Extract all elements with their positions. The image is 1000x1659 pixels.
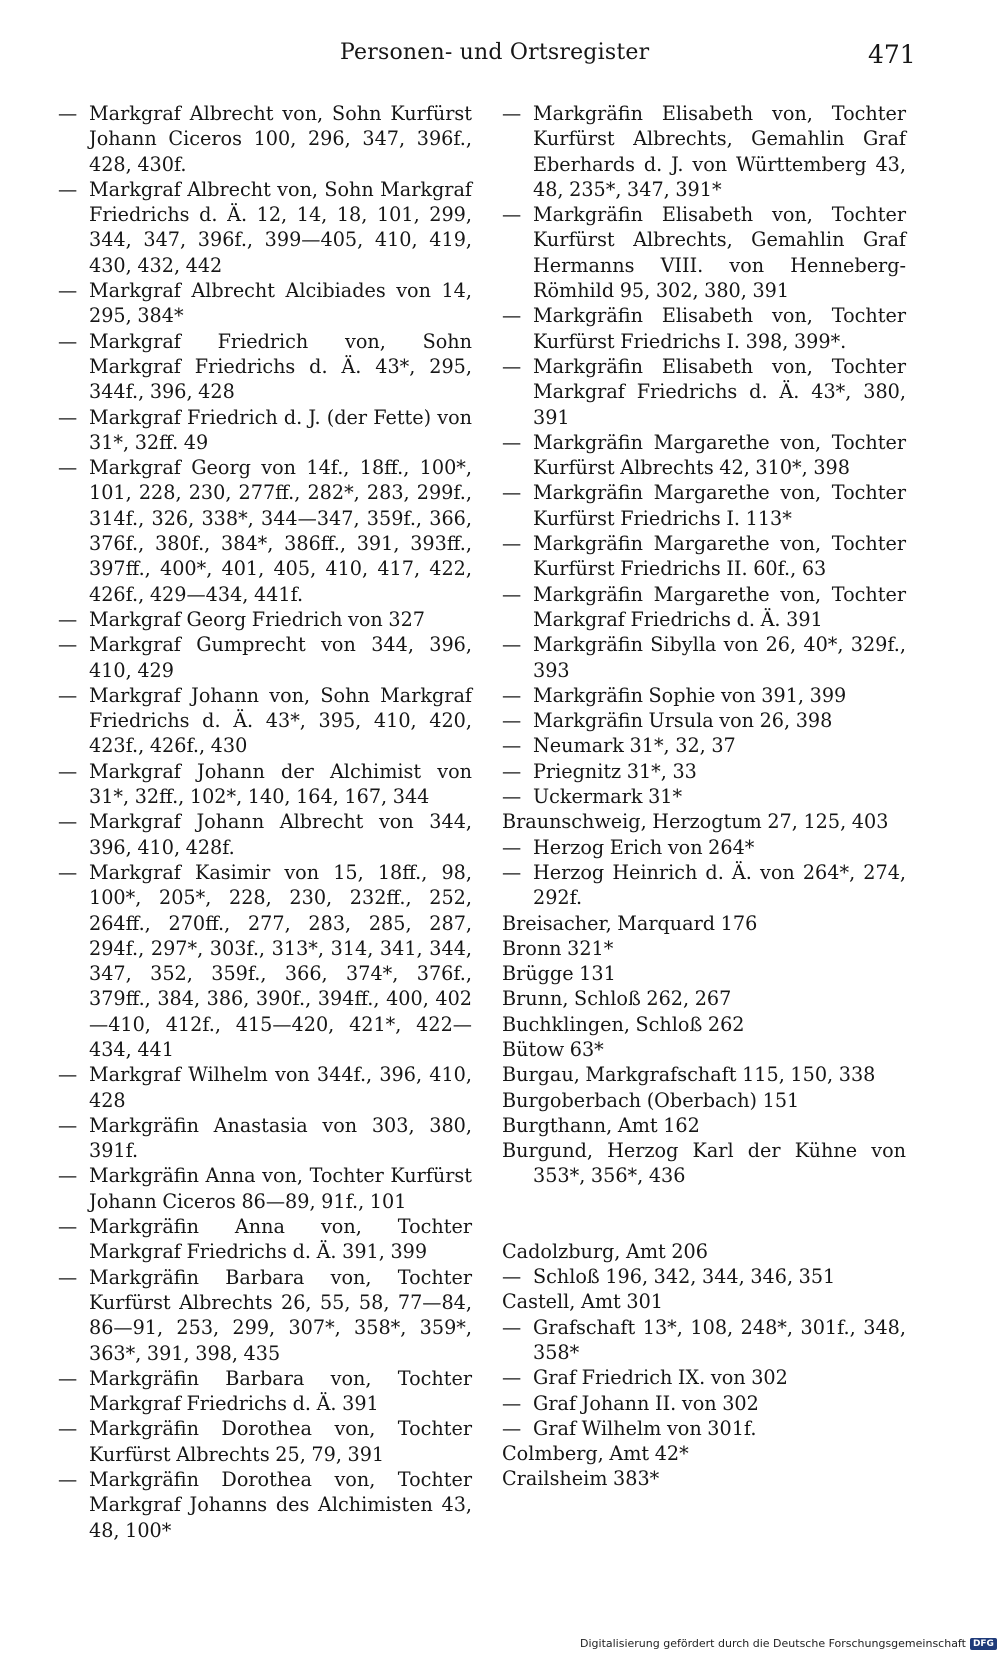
index-subentry (502, 354, 906, 430)
index-subentry (58, 809, 472, 860)
dash-marker: — (58, 279, 78, 303)
entry-text: Buchklingen, Schloß 262 (502, 1012, 745, 1036)
index-entry (502, 1289, 906, 1314)
index-subentry (58, 1265, 472, 1366)
entry-text: Markgräfin Dorothea von, Tochter Markgraf Johanns des Alchimisten 43, 48, 100* (89, 1468, 472, 1542)
index-entry (502, 961, 906, 986)
dash-marker: — (502, 759, 522, 783)
dash-marker: — (58, 329, 78, 353)
dash-marker: — (58, 1265, 78, 1289)
entry-text: Uckermark 31* (533, 785, 683, 809)
dash-marker: — (502, 582, 522, 606)
page-number: 471 (868, 40, 916, 69)
entry-text: Grafschaft 13*, 108, 248*, 301f., 348, 358* (533, 1315, 906, 1364)
entry-text: Markgräfin Elisabeth von, Tochter Markgraf Friedrichs d. Ä. 43*, 380, 391 (533, 354, 906, 429)
entry-text: Markgräfin Elisabeth von, Tochter Kurfürst Albrechts, Gemahlin Graf Eberhards d. J. von Württemberg 43, 48, 235*, 347, 391* (533, 102, 906, 201)
index-subentry (58, 1163, 472, 1214)
dash-marker: — (502, 304, 522, 328)
index-entry (502, 1037, 906, 1062)
entry-text: Markgraf Johann der Alchimist von 31*, 32ff., 102*, 140, 164, 167, 344 (89, 759, 472, 809)
entry-text: Burgoberbach (Oberbach) 151 (502, 1088, 800, 1112)
entry-text: Markgraf Georg Friedrich von 327 (89, 607, 426, 631)
entry-text: Markgräfin Sophie von 391, 399 (533, 683, 847, 707)
dash-marker: — (58, 405, 78, 429)
dash-marker: — (58, 1468, 78, 1492)
index-subentry (502, 480, 906, 531)
running-title: Personen- und Ortsregister (340, 40, 650, 65)
index-subentry (502, 430, 906, 481)
entry-text: Brügge 131 (502, 962, 616, 986)
dash-marker: — (58, 1215, 78, 1239)
entry-text: Markgraf Wilhelm von 344f., 396, 410, 428 (89, 1063, 472, 1112)
dash-marker: — (502, 102, 522, 125)
entry-text: Markgräfin Anna von, Tochter Kurfürst Johann Ciceros 86—89, 91f., 101 (89, 1164, 472, 1213)
index-subentry (58, 1214, 472, 1265)
entry-text: Markgraf Georg von 14f., 18ff., 100*, 101, 228, 230, 277ff., 282*, 283, 299f., 314f., 326, 338*, 344—347, 359f., 366, 376f., 380f., 384*, 386ff., 391, 393ff., 397ff., 400*, 401, 405, 410, 417, 422, 426f., 429—434, 441f. (89, 456, 472, 606)
dash-marker: — (502, 1315, 522, 1339)
index-subentry (502, 632, 906, 683)
dash-marker: — (58, 177, 78, 201)
entry-text: Brunn, Schloß 262, 267 (502, 987, 732, 1011)
entry-text: Crailsheim 383* (502, 1467, 660, 1491)
index-subentry (502, 1391, 906, 1416)
entry-text: Herzog Erich von 264* (533, 835, 755, 859)
entry-text: Markgraf Kasimir von 15, 18ff., 98, 100*, 205*, 228, 230, 232ff., 252, 264ff., 270ff., 277, 283, 285, 287, 294f., 297*, 303f., 313*, 314, 341, 344, 347, 352, 359f., 366, 374*, 376f., 379ff., 384, 386, 390f., 394ff., 400, 402—410, 412f., 415—420, 421*, 422—434, 441 (89, 860, 472, 1061)
dash-marker: — (502, 481, 522, 505)
entry-text: Castell, Amt 301 (502, 1290, 663, 1314)
dash-marker: — (58, 1366, 78, 1390)
entry-text: Markgräfin Margarethe von, Tochter Kurfürst Albrechts 42, 310*, 398 (533, 430, 906, 480)
dash-marker: — (502, 785, 522, 809)
index-subentry (502, 531, 906, 582)
entry-text: Graf Wilhelm von 301f. (533, 1416, 757, 1440)
index-subentry (58, 1366, 472, 1417)
index-subentry (502, 759, 906, 784)
entry-text: Graf Friedrich IX. von 302 (533, 1366, 788, 1390)
entry-text: Markgräfin Anastasia von 303, 380, 391f. (89, 1113, 472, 1163)
dash-marker: — (502, 734, 522, 758)
entry-text: Markgräfin Anna von, Tochter Markgraf Friedrichs d. Ä. 391, 399 (89, 1215, 472, 1264)
dash-marker: — (58, 759, 78, 783)
dash-marker: — (502, 354, 522, 378)
dash-marker: — (58, 1113, 78, 1137)
digitization-footer (580, 1637, 997, 1650)
index-subentry (58, 860, 472, 1062)
entry-text: Breisacher, Marquard 176 (502, 911, 758, 935)
entry-text: Markgräfin Ursula von 26, 398 (533, 709, 833, 733)
index-subentry (58, 632, 472, 683)
index-subentry (58, 405, 472, 456)
index-subentry (58, 759, 472, 810)
section-gap (502, 1189, 906, 1239)
entry-text: Markgraf Albrecht von, Sohn Markgraf Friedrichs d. Ä. 12, 14, 18, 101, 299, 344, 347, 396f., 399—405, 410, 419, 430, 432, 442 (89, 177, 472, 277)
entry-text: Markgraf Johann von, Sohn Markgraf Friedrichs d. Ä. 43*, 395, 410, 420, 423f., 426f., 430 (89, 683, 472, 758)
index-subentry (502, 683, 906, 708)
dash-marker: — (58, 860, 78, 884)
dash-marker: — (502, 709, 522, 733)
entry-text: Markgraf Albrecht von, Sohn Kurfürst Johann Ciceros 100, 296, 347, 396f., 428, 430f. (89, 102, 472, 176)
index-subentry (58, 1062, 472, 1113)
entry-text: Markgraf Friedrich von, Sohn Markgraf Friedrichs d. Ä. 43*, 295, 344f., 396, 428 (89, 329, 472, 404)
entry-text: Markgräfin Barbara von, Tochter Markgraf Friedrichs d. Ä. 391 (89, 1366, 472, 1416)
index-subentry (58, 607, 472, 632)
index-subentry (502, 101, 906, 202)
index-subentry (502, 1416, 906, 1441)
entry-text: Markgräfin Elisabeth von, Tochter Kurfürst Friedrichs I. 398, 399*. (533, 304, 906, 353)
index-subentry (502, 202, 906, 303)
entry-text: Bütow 63* (502, 1037, 604, 1061)
dash-marker: — (502, 683, 522, 707)
index-subentry (58, 1416, 472, 1467)
dash-marker: — (58, 1417, 78, 1441)
entry-text: Markgräfin Margarethe von, Tochter Kurfürst Friedrichs I. 113* (533, 481, 906, 530)
dash-marker: — (502, 1416, 522, 1440)
index-entry (502, 1062, 906, 1087)
dash-marker: — (58, 607, 78, 631)
entry-text: Markgraf Gumprecht von 344, 396, 410, 429 (89, 633, 472, 682)
index-column-left (58, 101, 472, 1543)
entry-text: Markgräfin Barbara von, Tochter Kurfürst Albrechts 26, 55, 58, 77—84, 86—91, 253, 299, 307*, 358*, 359*, 363*, 391, 398, 435 (89, 1265, 472, 1365)
dash-marker: — (502, 1391, 522, 1415)
entry-text: Bronn 321* (502, 936, 614, 960)
index-subentry (502, 1315, 906, 1366)
index-subentry (502, 303, 906, 354)
index-entry (502, 1466, 906, 1491)
entry-text: Markgraf Albrecht Alcibiades von 14, 295, 384* (89, 279, 472, 328)
dash-marker: — (502, 835, 522, 859)
index-subentry (58, 1113, 472, 1164)
entry-text: Priegnitz 31*, 33 (533, 759, 697, 783)
dash-marker: — (58, 456, 78, 480)
index-entry (502, 809, 906, 834)
entry-text: Markgräfin Sibylla von 26, 40*, 329f., 393 (533, 633, 906, 682)
dash-marker: — (502, 532, 522, 556)
dash-marker: — (502, 430, 522, 454)
entry-text: Burgund, Herzog Karl der Kühne von 353*, 356*, 436 (502, 1139, 906, 1188)
entry-text: Colmberg, Amt 42* (502, 1442, 689, 1466)
dash-marker: — (58, 1063, 78, 1087)
entry-text: Markgraf Friedrich d. J. (der Fette) von 31*, 32ff. 49 (89, 405, 472, 454)
entry-text: Markgräfin Dorothea von, Tochter Kurfürst Albrechts 25, 79, 391 (89, 1417, 472, 1466)
index-entry (502, 936, 906, 961)
index-column-right (502, 101, 906, 1492)
footer-text: Digitalisierung gefördert durch die Deutsche Forschungsgemeinschaft (580, 1637, 966, 1650)
index-subentry (502, 784, 906, 809)
index-subentry (502, 582, 906, 633)
index-subentry (502, 708, 906, 733)
entry-text: Herzog Heinrich d. Ä. von 264*, 274, 292f. (533, 860, 906, 910)
entry-text: Braunschweig, Herzogtum 27, 125, 403 (502, 810, 889, 834)
index-subentry (502, 1264, 906, 1289)
dash-marker: — (502, 1265, 522, 1289)
entry-text: Neumark 31*, 32, 37 (533, 734, 736, 758)
index-subentry (502, 835, 906, 860)
entry-text: Burgau, Markgrafschaft 115, 150, 338 (502, 1063, 876, 1087)
index-subentry (502, 733, 906, 758)
dash-marker: — (58, 810, 78, 834)
entry-text: Markgräfin Margarethe von, Tochter Kurfürst Friedrichs II. 60f., 63 (533, 532, 906, 581)
dfg-logo: DFG (970, 1638, 997, 1650)
entry-text: Markgräfin Margarethe von, Tochter Markgraf Friedrichs d. Ä. 391 (533, 582, 906, 631)
index-subentry (58, 177, 472, 278)
entry-text: Markgraf Johann Albrecht von 344, 396, 410, 428f. (89, 810, 472, 859)
index-entry (502, 911, 906, 936)
index-subentry (58, 1467, 472, 1543)
index-subentry (58, 329, 472, 405)
entry-text: Markgräfin Elisabeth von, Tochter Kurfürst Albrechts, Gemahlin Graf Hermanns VIII. von Henneberg-Römhild 95, 302, 380, 391 (533, 203, 906, 303)
index-entry (502, 1113, 906, 1138)
dash-marker: — (58, 633, 78, 657)
index-entry (502, 1239, 906, 1264)
dash-marker: — (502, 1366, 522, 1390)
dash-marker: — (58, 683, 78, 707)
entry-text: Schloß 196, 342, 344, 346, 351 (533, 1265, 836, 1289)
index-entry (502, 1441, 906, 1466)
dash-marker: — (502, 203, 522, 227)
index-entry (502, 986, 906, 1011)
dash-marker: — (502, 633, 522, 657)
index-subentry (502, 1365, 906, 1390)
dash-marker: — (502, 860, 522, 884)
index-subentry (58, 683, 472, 759)
index-subentry (58, 278, 472, 329)
index-subentry (58, 455, 472, 607)
index-subentry (58, 101, 472, 177)
entry-text: Cadolzburg, Amt 206 (502, 1239, 708, 1263)
index-entry (502, 1088, 906, 1113)
index-entry (502, 1138, 906, 1189)
index-entry (502, 1012, 906, 1037)
page-header (0, 40, 1000, 80)
index-subentry (502, 860, 906, 911)
entry-text: Graf Johann II. von 302 (533, 1391, 759, 1415)
dash-marker: — (58, 102, 78, 125)
entry-text: Burgthann, Amt 162 (502, 1113, 700, 1137)
dash-marker: — (58, 1164, 78, 1188)
